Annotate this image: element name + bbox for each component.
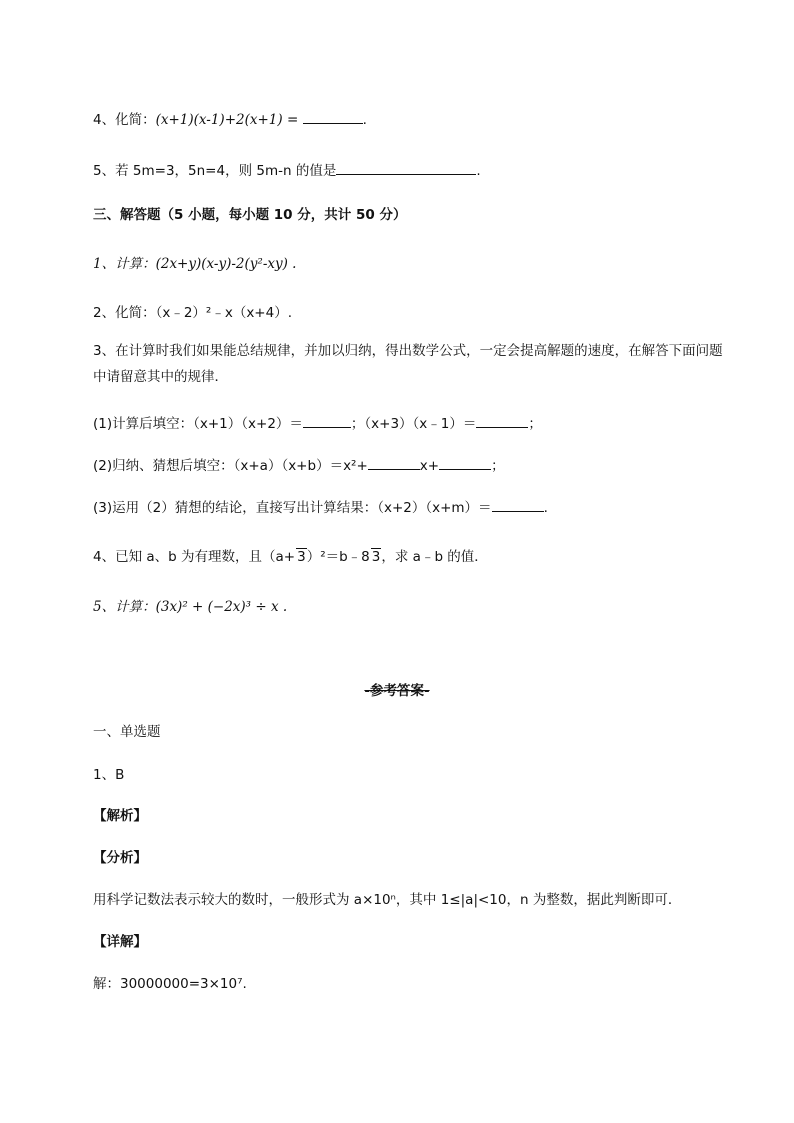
section3-q4 bbox=[93, 545, 488, 565]
fenxi-label: 【分析】 bbox=[93, 850, 147, 866]
question-5-power bbox=[93, 159, 481, 179]
q3-1-text-c: ； bbox=[528, 416, 542, 432]
q4-text-b: ）²＝b﹣8 bbox=[306, 549, 370, 565]
q5-answer-blank[interactable] bbox=[336, 162, 476, 175]
q3-2-text-c: ； bbox=[491, 458, 505, 474]
sqrt-3-b: 3 bbox=[371, 549, 381, 565]
xiangjie-label: 【详解】 bbox=[93, 934, 147, 950]
q3-2-blank-2[interactable] bbox=[439, 457, 491, 470]
solution-text: 解：30000000=3×10⁷. bbox=[93, 976, 247, 992]
section3-q3-intro: 3、在计算时我们如果能总结规律，并加以归纳，得出数学公式，一定会提高解题的速度，在解答下面问题中请留意其中的规律． bbox=[93, 343, 723, 385]
q3-1-blank-1[interactable] bbox=[303, 415, 351, 428]
q3-1-blank-2[interactable] bbox=[476, 415, 528, 428]
answers-part1: 一、单选题 bbox=[93, 724, 161, 740]
section3-q1 bbox=[93, 252, 296, 272]
q4-period: . bbox=[362, 112, 367, 128]
section3-q2: 2、化简：（x﹣2）²﹣x（x+4）. bbox=[93, 305, 292, 321]
jiexi-label: 【解析】 bbox=[93, 808, 147, 824]
section3-q3-part2 bbox=[93, 454, 505, 474]
q4-label: 4、化简： bbox=[93, 112, 156, 128]
section3-q5 bbox=[93, 595, 287, 615]
answers-title bbox=[0, 679, 794, 699]
q3-3-text-b: . bbox=[543, 500, 548, 516]
q5-period: . bbox=[476, 163, 481, 179]
q4-answer-blank[interactable] bbox=[303, 111, 363, 124]
section3-q3-part1 bbox=[93, 412, 542, 432]
q1-text: 1、计算：(2x+y)(x-y)-2(y²-xy) . bbox=[93, 256, 297, 272]
q4-expression: (x+1)(x-1)+2(x+1) = bbox=[155, 112, 299, 128]
q3-2-text-b: x+ bbox=[419, 458, 440, 474]
q3-2-blank-1[interactable] bbox=[368, 457, 420, 470]
q4-text-c: ，求 a﹣b 的值． bbox=[381, 549, 488, 565]
section3-heading: 三、解答题（5 小题，每小题 10 分，共计 50 分） bbox=[93, 207, 407, 223]
answers-title-text: -参考答案- bbox=[364, 683, 430, 699]
question-4-simplify bbox=[93, 108, 367, 128]
fenxi-text: 用科学记数法表示较大的数时，一般形式为 a×10ⁿ，其中 1≤|a|<10，n 为整数，据此判断即可． bbox=[93, 892, 682, 908]
sqrt-3-a: 3 bbox=[297, 549, 306, 565]
q3-2-text-a: (2)归纳、猜想后填空：（x+a）（x+b）＝x²+ bbox=[93, 458, 368, 474]
section3-q3-part3 bbox=[93, 496, 548, 516]
q3-3-text-a: (3)运用（2）猜想的结论，直接写出计算结果：（x+2）（x+m）＝ bbox=[93, 500, 492, 516]
q5-expression: 5m=3，5n=4，则 5m-n 的值是 bbox=[132, 163, 337, 179]
q3-1-text-a: (1)计算后填空：（x+1）（x+2）＝ bbox=[93, 416, 303, 432]
q4-text-a: 4、已知 a、b 为有理数，且（a+ bbox=[93, 549, 296, 565]
q5-label: 5、若 bbox=[93, 163, 129, 179]
q3-1-text-b: ；（x+3）（x﹣1）＝ bbox=[350, 416, 477, 432]
q3-3-blank[interactable] bbox=[492, 499, 544, 512]
q5-calc-text: 5、计算：(3x)² + (−2x)³ ÷ x . bbox=[93, 599, 288, 615]
answer-1: 1、B bbox=[93, 767, 125, 783]
